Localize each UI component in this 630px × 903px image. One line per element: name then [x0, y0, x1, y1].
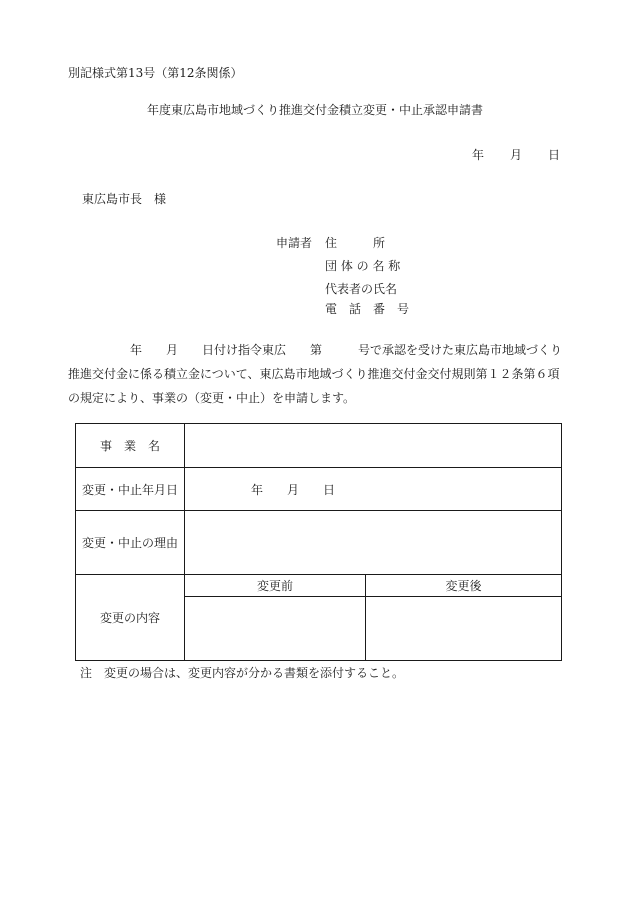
body-line-3: の規定により、事業の（変更・中止）を申請します。 — [68, 391, 356, 405]
after-change-field[interactable] — [366, 597, 562, 661]
date-year-label: 年 — [472, 148, 485, 162]
before-change-header: 変更前 — [185, 575, 366, 597]
change-content-label: 変更の内容 — [76, 575, 185, 661]
addressee: 東広島市長 様 — [82, 192, 167, 206]
applicant-heading: 申請者 — [276, 236, 313, 250]
change-date-label: 変更・中止年月日 — [76, 468, 185, 511]
body-line-2: 推進交付金に係る積立金について、東広島市地域づくり推進交付金交付規則第１２条第６項 — [68, 367, 560, 381]
body-line-1: 年 月 日付け指令東広 第 号で承認を受けた東広島市地域づくり — [130, 343, 563, 357]
form-label: 別記様式第13号（第12条関係） — [68, 66, 243, 80]
change-date-value: 年 月 日 — [251, 482, 336, 497]
applicant-representative-label: 代表者の氏名 — [325, 282, 398, 296]
table-row — [76, 424, 562, 468]
change-reason-label: 変更・中止の理由 — [76, 511, 185, 575]
application-body — [68, 338, 568, 410]
applicant-address-label: 住 所 — [325, 236, 386, 250]
change-reason-field[interactable] — [185, 511, 562, 575]
submission-date — [472, 146, 560, 163]
date-day-label: 日 — [548, 148, 561, 162]
table-row — [76, 575, 562, 597]
applicant-phone-label: 電 話 番 号 — [325, 302, 410, 316]
table-row — [76, 468, 562, 511]
project-name-label: 事 業 名 — [76, 424, 185, 468]
applicant-group-name-label: 団 体 の 名 称 — [325, 259, 401, 273]
application-table — [75, 423, 562, 661]
project-name-field[interactable] — [185, 424, 562, 468]
after-change-header: 変更後 — [366, 575, 562, 597]
table-row — [76, 511, 562, 575]
before-change-field[interactable] — [185, 597, 366, 661]
document-title: 年度東広島市地域づくり推進交付金積立変更・中止承認申請書 — [146, 103, 483, 117]
date-month-label: 月 — [510, 148, 523, 162]
footnote: 注 変更の場合は、変更内容が分かる書類を添付すること。 — [80, 666, 405, 680]
change-date-field[interactable] — [185, 468, 562, 511]
